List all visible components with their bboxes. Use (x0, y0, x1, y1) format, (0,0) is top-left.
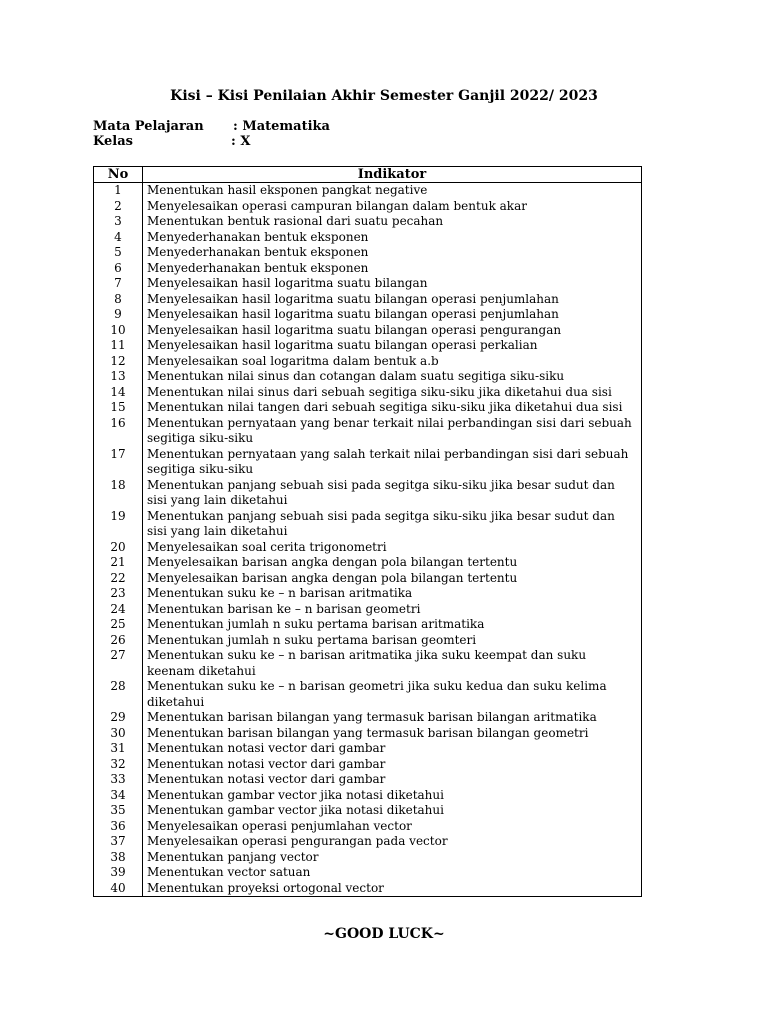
table-row (94, 850, 642, 866)
table-row (94, 617, 642, 633)
table-row (94, 183, 642, 199)
row-indicator: Menentukan proyeksi ortogonal vector (143, 881, 642, 897)
row-indicator: Menentukan jumlah n suku pertama barisan aritmatika (143, 617, 642, 633)
header-no: No (94, 167, 143, 183)
row-indicator: Menyelesaikan operasi penjumlahan vector (143, 819, 642, 835)
row-indicator: Menentukan nilai sinus dan cotangan dalam suatu segitiga siku-siku (143, 369, 642, 385)
table-row (94, 369, 642, 385)
row-indicator: Menyederhanakan bentuk eksponen (143, 230, 642, 246)
row-number: 15 (94, 400, 143, 416)
row-indicator: Menentukan suku ke – n barisan geometri jika suku kedua dan suku kelima diketahui (143, 679, 642, 710)
row-number: 5 (94, 245, 143, 261)
table-row (94, 245, 642, 261)
indicator-table (93, 166, 642, 897)
row-indicator: Menentukan vector satuan (143, 865, 642, 881)
row-indicator: Menentukan barisan ke – n barisan geometri (143, 602, 642, 618)
row-number: 36 (94, 819, 143, 835)
subject-label: Mata Pelajaran (93, 119, 204, 134)
table-row (94, 555, 642, 571)
row-number: 9 (94, 307, 143, 323)
table-row (94, 323, 642, 339)
table-header-row (94, 167, 642, 183)
table-row (94, 214, 642, 230)
row-number: 25 (94, 617, 143, 633)
row-indicator: Menentukan nilai tangen dari sebuah segitiga siku-siku jika diketahui dua sisi (143, 400, 642, 416)
row-indicator: Menyelesaikan operasi campuran bilangan dalam bentuk akar (143, 199, 642, 215)
row-indicator: Menyederhanakan bentuk eksponen (143, 261, 642, 277)
row-indicator: Menentukan panjang sebuah sisi pada segitga siku-siku jika besar sudut dan sisi yang lain diketahui (143, 509, 642, 540)
row-indicator: Menyelesaikan soal logaritma dalam bentuk a.b (143, 354, 642, 370)
row-number: 35 (94, 803, 143, 819)
row-indicator: Menentukan gambar vector jika notasi diketahui (143, 788, 642, 804)
row-number: 34 (94, 788, 143, 804)
row-number: 33 (94, 772, 143, 788)
row-number: 1 (94, 183, 143, 199)
table-row (94, 819, 642, 835)
row-number: 14 (94, 385, 143, 401)
row-number: 32 (94, 757, 143, 773)
table-row (94, 834, 642, 850)
row-indicator: Menentukan pernyataan yang salah terkait nilai perbandingan sisi dari sebuah segitiga siku-siku (143, 447, 642, 478)
row-number: 3 (94, 214, 143, 230)
table-row (94, 788, 642, 804)
table-row (94, 633, 642, 649)
row-number: 27 (94, 648, 143, 679)
table-row (94, 571, 642, 587)
table-row (94, 757, 642, 773)
table-row (94, 261, 642, 277)
row-indicator: Menentukan barisan bilangan yang termasuk barisan bilangan aritmatika (143, 710, 642, 726)
class-label: Kelas (93, 134, 133, 149)
table-row (94, 803, 642, 819)
table-row (94, 230, 642, 246)
table-row (94, 648, 642, 679)
row-number: 29 (94, 710, 143, 726)
row-number: 11 (94, 338, 143, 354)
subject-row (93, 119, 330, 134)
row-indicator: Menentukan panjang vector (143, 850, 642, 866)
row-indicator: Menentukan bentuk rasional dari suatu pecahan (143, 214, 642, 230)
row-indicator: Menentukan barisan bilangan yang termasuk barisan bilangan geometri (143, 726, 642, 742)
table-row (94, 338, 642, 354)
row-indicator: Menyelesaikan hasil logaritma suatu bilangan operasi pengurangan (143, 323, 642, 339)
row-number: 10 (94, 323, 143, 339)
table-row (94, 710, 642, 726)
row-indicator: Menyelesaikan hasil logaritma suatu bilangan operasi penjumlahan (143, 292, 642, 308)
row-indicator: Menentukan gambar vector jika notasi diketahui (143, 803, 642, 819)
row-number: 17 (94, 447, 143, 478)
table-row (94, 602, 642, 618)
table-row (94, 881, 642, 897)
row-number: 16 (94, 416, 143, 447)
row-indicator: Menentukan suku ke – n barisan aritmatika (143, 586, 642, 602)
table-row (94, 416, 642, 447)
row-indicator: Menentukan panjang sebuah sisi pada segitga siku-siku jika besar sudut dan sisi yang lain diketahui (143, 478, 642, 509)
row-indicator: Menyelesaikan hasil logaritma suatu bilangan operasi penjumlahan (143, 307, 642, 323)
table-row (94, 292, 642, 308)
row-number: 31 (94, 741, 143, 757)
row-indicator: Menentukan nilai sinus dari sebuah segitiga siku-siku jika diketahui dua sisi (143, 385, 642, 401)
row-indicator: Menyelesaikan barisan angka dengan pola bilangan tertentu (143, 555, 642, 571)
row-indicator: Menentukan notasi vector dari gambar (143, 772, 642, 788)
row-indicator: Menyederhanakan bentuk eksponen (143, 245, 642, 261)
row-number: 12 (94, 354, 143, 370)
row-indicator: Menentukan notasi vector dari gambar (143, 757, 642, 773)
class-row (93, 134, 250, 149)
header-indicator: Indikator (143, 167, 642, 183)
row-indicator: Menyelesaikan hasil logaritma suatu bilangan (143, 276, 642, 292)
table-body (94, 183, 642, 897)
table-row (94, 400, 642, 416)
footer-message: ~GOOD LUCK~ (323, 926, 445, 942)
row-number: 40 (94, 881, 143, 897)
table-row (94, 586, 642, 602)
document-title: Kisi – Kisi Penilaian Akhir Semester Ganjil 2022/ 2023 (170, 88, 598, 104)
table-row (94, 447, 642, 478)
table-row (94, 354, 642, 370)
row-indicator: Menyelesaikan hasil logaritma suatu bilangan operasi perkalian (143, 338, 642, 354)
row-number: 23 (94, 586, 143, 602)
table-row (94, 679, 642, 710)
row-indicator: Menentukan suku ke – n barisan aritmatika jika suku keempat dan suku keenam diketahui (143, 648, 642, 679)
row-indicator: Menentukan notasi vector dari gambar (143, 741, 642, 757)
table-row (94, 741, 642, 757)
row-number: 18 (94, 478, 143, 509)
row-number: 28 (94, 679, 143, 710)
row-number: 30 (94, 726, 143, 742)
row-number: 26 (94, 633, 143, 649)
class-value: : X (231, 134, 251, 149)
row-number: 7 (94, 276, 143, 292)
row-indicator: Menyelesaikan soal cerita trigonometri (143, 540, 642, 556)
row-indicator: Menyelesaikan operasi pengurangan pada vector (143, 834, 642, 850)
table-row (94, 726, 642, 742)
table-row (94, 276, 642, 292)
row-number: 19 (94, 509, 143, 540)
row-indicator: Menentukan pernyataan yang benar terkait nilai perbandingan sisi dari sebuah segitiga siku-siku (143, 416, 642, 447)
row-number: 24 (94, 602, 143, 618)
row-number: 21 (94, 555, 143, 571)
row-number: 20 (94, 540, 143, 556)
row-indicator: Menentukan hasil eksponen pangkat negative (143, 183, 642, 199)
row-indicator: Menyelesaikan barisan angka dengan pola bilangan tertentu (143, 571, 642, 587)
row-number: 38 (94, 850, 143, 866)
row-number: 13 (94, 369, 143, 385)
row-number: 6 (94, 261, 143, 277)
row-number: 8 (94, 292, 143, 308)
row-number: 4 (94, 230, 143, 246)
table-row (94, 772, 642, 788)
subject-value: : Matematika (233, 119, 330, 134)
table-row (94, 307, 642, 323)
table-row (94, 865, 642, 881)
table-row (94, 509, 642, 540)
table-row (94, 540, 642, 556)
row-indicator: Menentukan jumlah n suku pertama barisan geomteri (143, 633, 642, 649)
table-row (94, 478, 642, 509)
table-row (94, 199, 642, 215)
table-row (94, 385, 642, 401)
row-number: 37 (94, 834, 143, 850)
row-number: 22 (94, 571, 143, 587)
row-number: 39 (94, 865, 143, 881)
row-number: 2 (94, 199, 143, 215)
